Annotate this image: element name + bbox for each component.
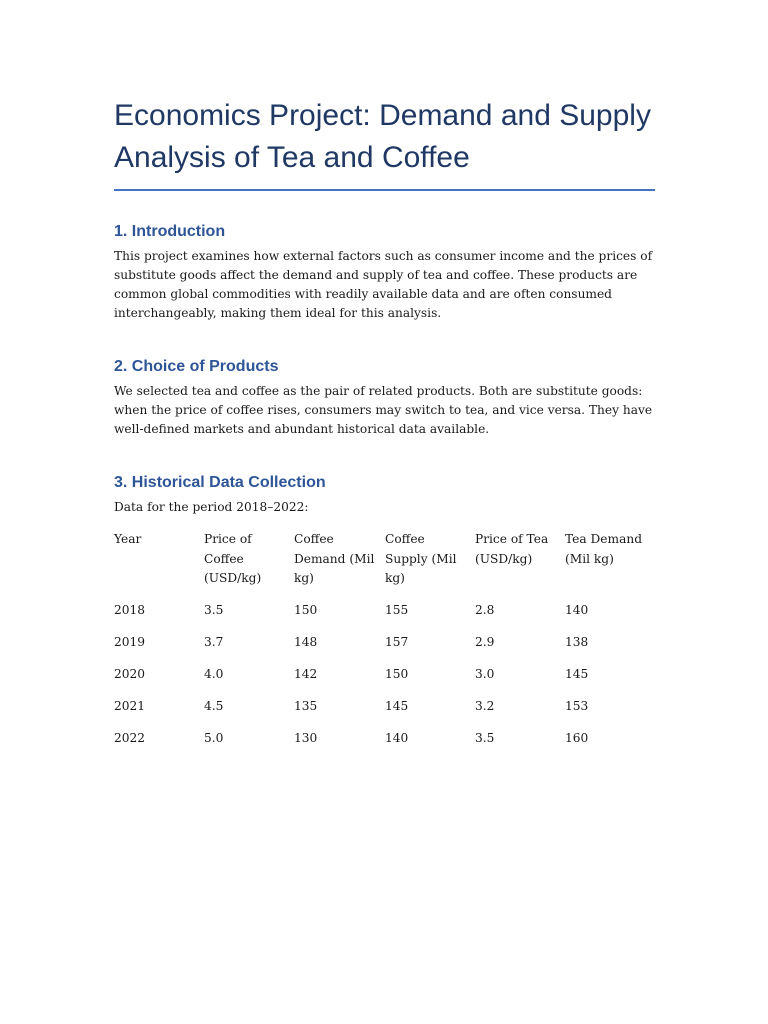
table-cell: 4.5: [204, 698, 224, 713]
table-cell: 150: [294, 602, 318, 617]
column-header-price-of-tea: Price of Tea (USD/kg): [475, 532, 549, 566]
column-header-coffee-supply: Coffee Supply (Mil kg): [385, 532, 457, 585]
table-cell: 140: [565, 602, 589, 617]
table-cell: 3.2: [475, 698, 495, 713]
table-cell: 2022: [114, 730, 146, 745]
table-cell: 3.5: [204, 602, 224, 617]
table-cell: 130: [294, 730, 318, 745]
table-cell: 145: [385, 698, 409, 713]
table-cell: 138: [565, 634, 589, 649]
table-cell: 2021: [114, 698, 146, 713]
table-cell: 4.0: [204, 666, 224, 681]
document-page: [114, 0, 655, 761]
table-cell: 140: [385, 730, 409, 745]
table-cell: 3.0: [475, 666, 495, 681]
table-cell: 160: [565, 730, 589, 745]
table-cell: 2020: [114, 666, 146, 681]
table-cell: 2018: [114, 602, 146, 617]
table-header-row: [114, 530, 655, 601]
table-cell: 3.5: [475, 730, 495, 745]
table-cell: 148: [294, 634, 318, 649]
column-header-year: Year: [114, 532, 142, 546]
section-heading-historical-data: 3. Historical Data Collection: [114, 474, 326, 491]
table-cell: 2.8: [475, 602, 495, 617]
table-cell: 5.0: [204, 730, 224, 745]
table-row: [114, 633, 655, 665]
section-body-historical-data: Data for the period 2018–2022:: [114, 500, 309, 514]
table-cell: 153: [565, 698, 589, 713]
column-header-coffee-demand: Coffee Demand (Mil kg): [294, 532, 375, 585]
column-header-price-of-coffee: Price of Coffee (USD/kg): [204, 532, 262, 585]
table-cell: 2019: [114, 634, 146, 649]
section-heading-introduction: 1. Introduction: [114, 223, 226, 240]
table-cell: 2.9: [475, 634, 495, 649]
title-divider: [114, 189, 655, 191]
section-body-introduction: This project examines how external factors such as consumer income and the prices of substitute goods affect the demand and supply of tea and coffee. These products are common global commodities with readily available data and are often consumed interchangeably, making them ideal for this analysis.: [114, 249, 653, 320]
table-cell: 135: [294, 698, 318, 713]
column-header-tea-demand: Tea Demand (Mil kg): [565, 532, 642, 566]
section-body-choice-of-products: We selected tea and coffee as the pair of related products. Both are substitute goods: when the price of coffee rises, consumers may switch to tea, and vice versa. They have well-defined markets and abundant historical data available.: [114, 384, 653, 436]
section-heading-choice-of-products: 2. Choice of Products: [114, 358, 279, 375]
table-cell: 150: [385, 666, 409, 681]
document-title: Economics Project: Demand and Supply Analysis of Tea and Coffee: [114, 99, 651, 174]
table-cell: 155: [385, 602, 409, 617]
table-row: [114, 697, 655, 729]
table-row: [114, 665, 655, 697]
table-cell: 157: [385, 634, 409, 649]
table-cell: 145: [565, 666, 589, 681]
table-row: [114, 729, 655, 761]
historical-data-table: [114, 530, 655, 761]
table-cell: 3.7: [204, 634, 224, 649]
table-cell: 142: [294, 666, 318, 681]
table-row: [114, 601, 655, 633]
